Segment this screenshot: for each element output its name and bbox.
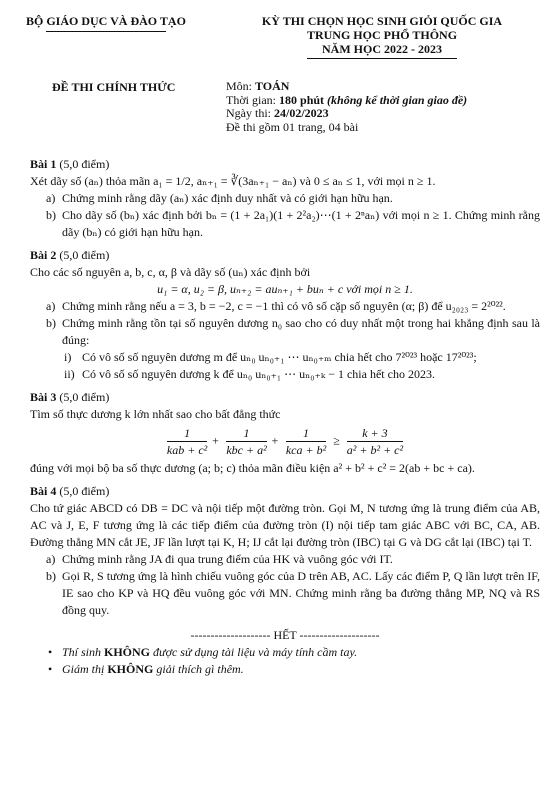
denominator: kca + b² xyxy=(285,443,327,457)
part-text: Gọi R, S tương ứng là hình chiếu vuông góc của D trên AB, AC. Lấy các điểm P, Q lần lượt trên IF, IE sao cho KP và HQ đều vuông góc với MN. Chứng minh rằng ba đường thẳng MP, NQ và RS đồng quy. xyxy=(62,569,540,617)
exam-year: NĂM HỌC 2022 - 2023 xyxy=(322,42,442,56)
subject-value: TOÁN xyxy=(255,79,290,93)
problem-1-part-b xyxy=(30,207,540,241)
exam-rule xyxy=(307,58,457,59)
part-text: Chứng minh rằng tồn tại số nguyên dương n₀ sao cho có duy nhất một trong hai khẳng định sau là đúng: xyxy=(62,316,540,347)
problem-1-label: Bài 1 xyxy=(30,157,57,171)
problem-1-intro: Xét dãy số (aₙ) thỏa mãn a₁ = 1/2, aₙ₊₁ = ∛(3aₙ₊₁ − aₙ) và 0 ≤ aₙ ≤ 1, với mọi n ≥ 1. xyxy=(30,174,436,188)
problem-4-intro: Cho tứ giác ABCD có DB = DC và nội tiếp một đường tròn. Gọi M, N tương ứng là trung điểm của AB, AC và J, E, F tương ứng là các tiếp điểm của đường tròn (I) nội tiếp tam giác ABC với BC, CA, AB. Đường thẳng MN cắt JE, JF lần lượt tại K, H; IJ cắt lại đường tròn (IBC) tại G và DG cắt lại (IBC) tại T. xyxy=(30,501,540,549)
numerator: 1 xyxy=(286,425,326,442)
problem-1-title xyxy=(30,156,540,173)
problem-3-intro: Tìm số thực dương k lớn nhất sao cho bất đẳng thức xyxy=(30,407,281,421)
exam-title-line2: TRUNG HỌC PHỔ THÔNG xyxy=(306,28,458,42)
fraction-4 xyxy=(347,425,403,458)
problem-2-label: Bài 2 xyxy=(30,248,57,262)
numerator: 1 xyxy=(167,425,207,442)
date-line xyxy=(226,107,467,121)
note-text: được sử dụng tài liệu và máy tính cầm tay. xyxy=(150,645,358,659)
relation: ≥ xyxy=(333,433,340,448)
note-emphasis: KHÔNG xyxy=(104,645,151,659)
problem-4-part-b xyxy=(30,568,540,619)
problem-1-points: (5,0 điểm) xyxy=(59,157,110,171)
time-label: Thời gian: xyxy=(226,92,277,107)
problem-2-part-b xyxy=(30,315,540,349)
problem-3-title xyxy=(30,389,540,406)
problem-2-title xyxy=(30,247,540,264)
exam-header xyxy=(232,14,532,59)
subpart-text: Có vô số số nguyên dương m để uₙ₀ uₙ₀₊₁ ⋯ uₙ₀₊ₘ chia hết cho 7²⁰²³ hoặc 17²⁰²³; xyxy=(82,350,477,364)
denominator: kab + c² xyxy=(166,443,208,457)
problem-2-formula: u₁ = α, u₂ = β, uₙ₊₂ = auₙ₊₁ + buₙ + c với mọi n ≥ 1. xyxy=(157,282,413,296)
problem-4-part-a xyxy=(30,551,540,568)
time-line xyxy=(226,94,467,108)
fraction-3 xyxy=(286,425,326,458)
problem-2-intro: Cho các số nguyên a, b, c, α, β và dãy số (uₙ) xác định bởi xyxy=(30,265,311,279)
problem-4-title xyxy=(30,483,540,500)
problem-3-outro: đúng với mọi bộ ba số thực dương (a; b; c) thỏa mãn điều kiện a² + b² + c² = 2(ab + bc + ca). xyxy=(30,461,475,475)
subject-label: Môn: xyxy=(226,79,253,93)
part-text: Chứng minh rằng nếu a = 3, b = −2, c = −1 thì có vô số cặp số nguyên (α; β) để u₂₀₂₃ = 2²⁰²². xyxy=(62,299,506,313)
problem-3-points: (5,0 điểm) xyxy=(59,390,110,404)
numerator: k + 3 xyxy=(347,425,403,442)
exam-body xyxy=(30,150,540,678)
denominator: a² + b² + c² xyxy=(346,443,404,457)
subject-line xyxy=(226,80,467,94)
denominator: kbc + a² xyxy=(226,443,267,457)
problem-3-label: Bài 3 xyxy=(30,390,57,404)
time-note: (không kể thời gian giao đề) xyxy=(327,92,468,107)
part-label: a) xyxy=(46,299,56,313)
subpart-label: ii) xyxy=(64,367,75,381)
official-label: ĐỀ THI CHÍNH THỨC xyxy=(52,80,176,94)
problem-3-inequality: $\frac{1}{\text{kab + c²}}$ + $\frac{1}{\text{kbc + a²}}$ + $\frac{1}{\text{kca + b²}}$ ≥ $\frac{k + 3}{\text{a² + b² + c²}}$ xyxy=(166,426,404,457)
note-text: giải thích gì thêm. xyxy=(153,662,244,676)
problem-1-part-a xyxy=(30,190,540,207)
date-value: 24/02/2023 xyxy=(274,106,329,120)
time-value: 180 phút xyxy=(279,92,325,107)
part-label: b) xyxy=(46,208,56,222)
problem-2-subpart-i xyxy=(30,349,540,366)
subpart-label: i) xyxy=(64,350,72,364)
end-marker: -------------------- HẾT -------------------- xyxy=(190,628,380,642)
ministry-name: BỘ GIÁO DỤC VÀ ĐÀO TẠO xyxy=(26,14,186,28)
date-label: Ngày thi: xyxy=(226,106,271,120)
ministry-header xyxy=(26,14,186,32)
fraction-1 xyxy=(167,425,207,458)
part-label: a) xyxy=(46,552,56,566)
problem-2-subpart-ii xyxy=(30,366,540,383)
exam-info xyxy=(226,80,467,134)
subpart-text: Có vô số số nguyên dương k để uₙ₀ uₙ₀₊₁ ⋯ uₙ₀₊ₖ − 1 chia hết cho 2023. xyxy=(82,367,435,381)
part-text: Chứng minh rằng dãy (aₙ) xác định duy nhất và có giới hạn hữu hạn. xyxy=(62,191,393,205)
problem-2-points: (5,0 điểm) xyxy=(59,248,110,262)
problem-4-label: Bài 4 xyxy=(30,484,57,498)
problem-4-points: (5,0 điểm) xyxy=(59,484,110,498)
note-candidate xyxy=(30,644,540,661)
part-text: Cho dãy số (bₙ) xác định bởi bₙ = (1 + 2a₁)(1 + 2²a₂)⋯(1 + 2ⁿaₙ) với mọi n ≥ 1. Chứng minh rằng dãy (bₙ) có giới hạn hữu hạn. xyxy=(62,208,540,239)
problem-2-part-a xyxy=(30,298,540,315)
note-text: Giám thị xyxy=(62,662,108,676)
note-proctor xyxy=(30,661,540,678)
fraction-2 xyxy=(226,425,266,458)
pages-line: Đề thi gồm 01 trang, 04 bài xyxy=(226,119,359,134)
exam-title-line1: KỲ THI CHỌN HỌC SINH GIỎI QUỐC GIA xyxy=(261,14,503,28)
numerator: 1 xyxy=(226,425,266,442)
part-label: b) xyxy=(46,316,56,330)
note-text: Thí sinh xyxy=(62,645,105,659)
part-label: a) xyxy=(46,191,56,205)
ministry-rule xyxy=(46,31,166,32)
note-emphasis: KHÔNG xyxy=(107,662,154,676)
part-label: b) xyxy=(46,569,56,583)
part-text: Chứng minh rằng JA đi qua trung điểm của HK và vuông góc với IT. xyxy=(62,552,393,566)
